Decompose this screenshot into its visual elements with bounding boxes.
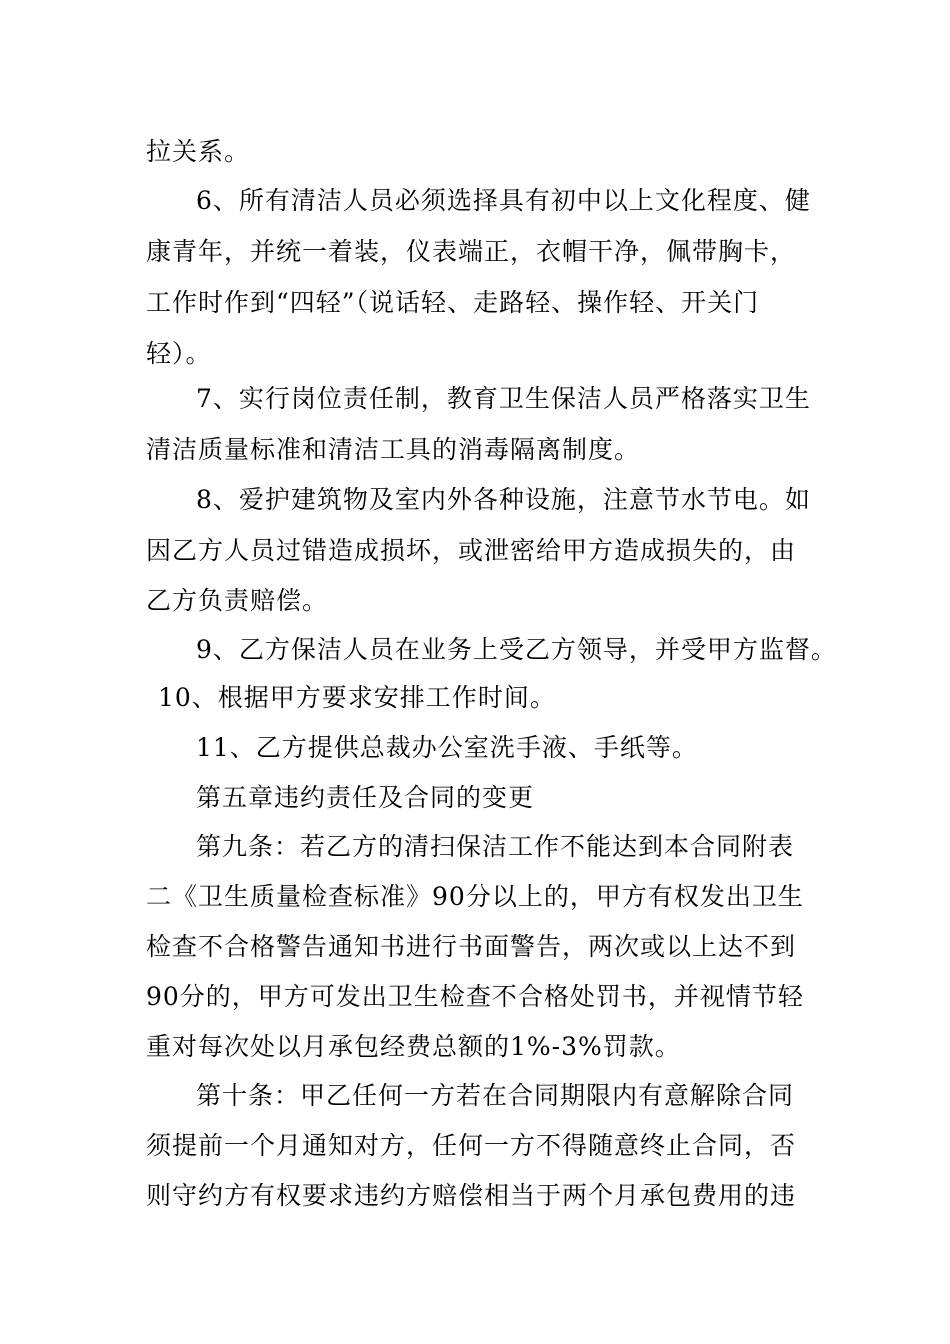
text-line: 重对每次处以月承包经费总额的1%-3%罚款。 xyxy=(146,1032,681,1061)
text-line: 11、乙方提供总裁办公室洗手液、手纸等。 xyxy=(196,733,698,762)
text-line: 8、爱护建筑物及室内外各种设施，注意节水节电。如 xyxy=(196,485,811,514)
text-line: 轻）。 xyxy=(146,339,212,368)
text-line: 10、根据甲方要求安排工作时间。 xyxy=(158,683,556,712)
text-line: 9、乙方保洁人员在业务上受乙方领导，并受甲方监督。 xyxy=(196,635,837,664)
text-line: 因乙方人员过错造成损坏，或泄密给甲方造成损失的，由 xyxy=(146,536,797,565)
text-line: 第九条：若乙方的清扫保洁工作不能达到本合同附表 xyxy=(196,832,795,861)
text-line: 6、所有清洁人员必须选择具有初中以上文化程度、健 xyxy=(196,186,811,215)
text-line: 第十条：甲乙任何一方若在合同期限内有意解除合同 xyxy=(196,1081,795,1110)
text-line: 工作时作到“四轻”（说话轻、走路轻、操作轻、开关门 xyxy=(146,288,760,317)
text-line: 二《卫生质量检查标准》90分以上的，甲方有权发出卫生 xyxy=(146,882,804,911)
text-line: 须提前一个月通知对方，任何一方不得随意终止合同，否 xyxy=(146,1131,797,1160)
text-line: 7、实行岗位责任制，教育卫生保洁人员严格落实卫生 xyxy=(196,384,811,413)
text-line: 则守约方有权要求违约方赔偿相当于两个月承包费用的违 xyxy=(146,1181,797,1210)
text-line: 90分的，甲方可发出卫生检查不合格处罚书，并视情节轻 xyxy=(146,982,804,1011)
text-line: 康青年，并统一着装，仪表端正，衣帽干净，佩带胸卡， xyxy=(146,237,797,266)
text-line: 拉关系。 xyxy=(146,137,251,166)
text-line: 检查不合格警告通知书进行书面警告，两次或以上达不到 xyxy=(146,932,797,961)
text-line: 清洁质量标准和清洁工具的消毒隔离制度。 xyxy=(146,435,641,464)
chapter-heading: 第五章违约责任及合同的变更 xyxy=(196,783,535,812)
text-line: 乙方负责赔偿。 xyxy=(146,586,329,615)
